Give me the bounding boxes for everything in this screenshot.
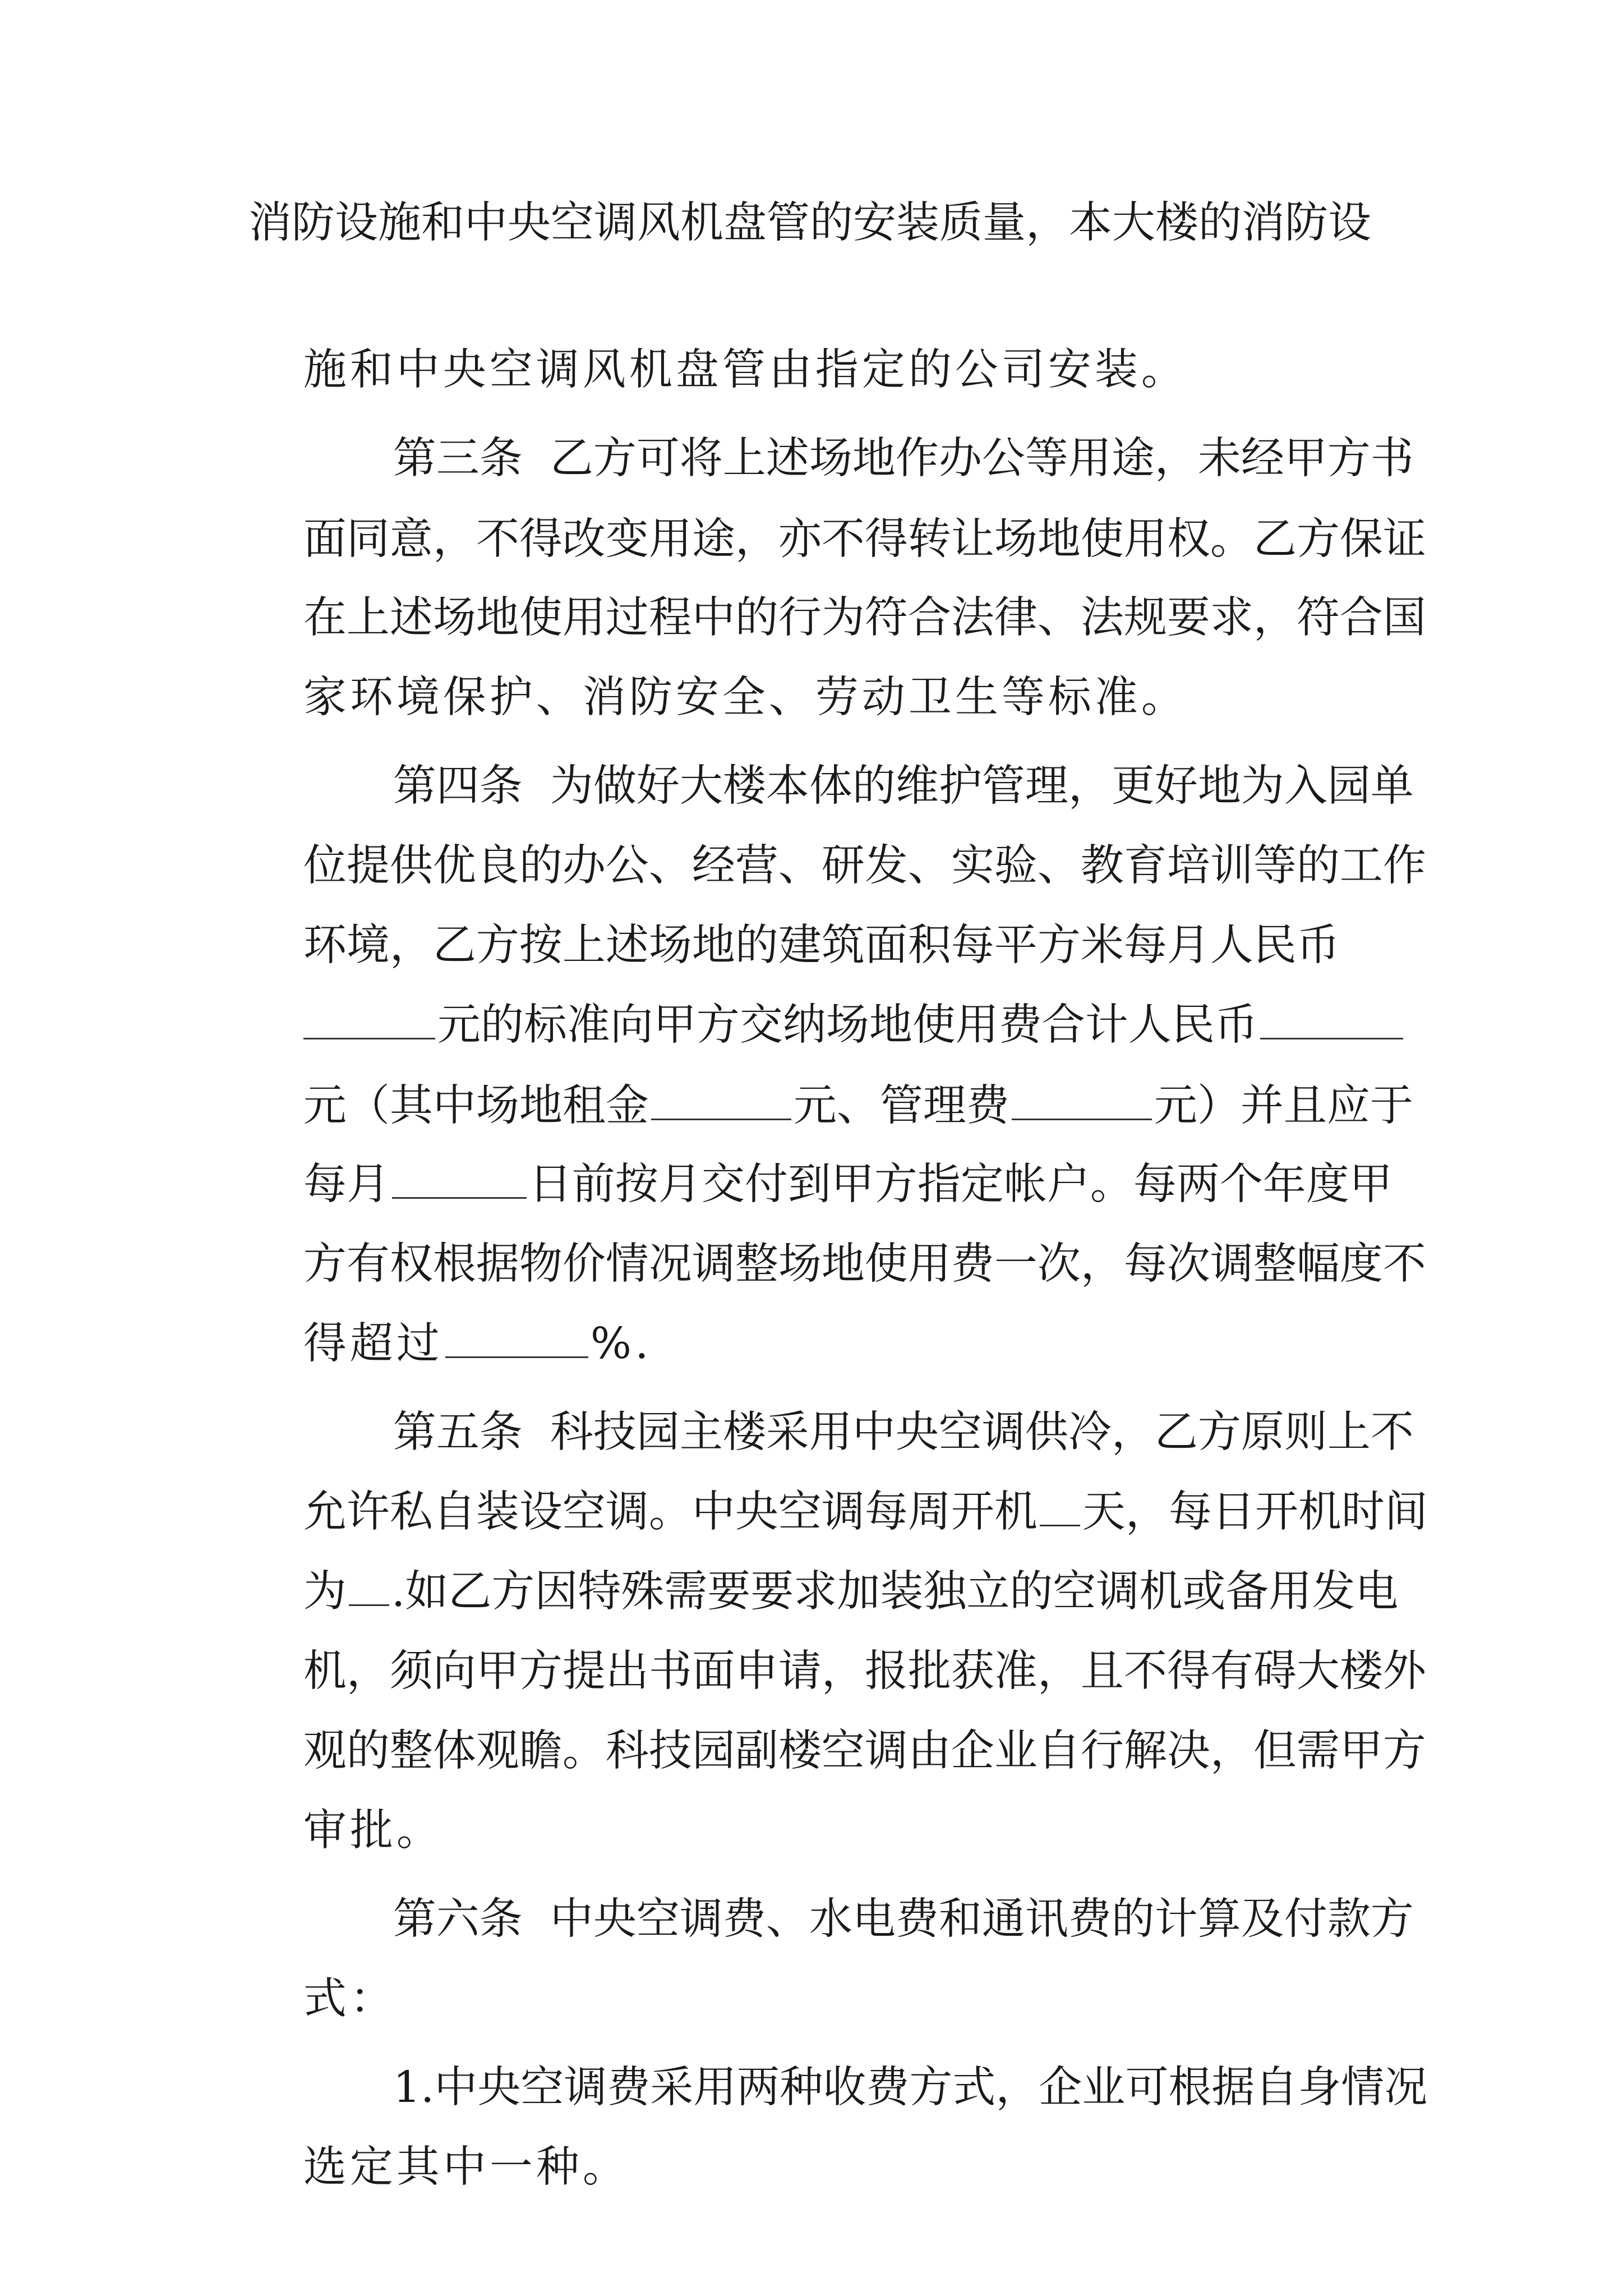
line-text: 位提供优良的办公、经营、研发、实验、教育培训等的工作 <box>303 841 1426 891</box>
line-text: 允许私自装设空调。中央空调每周开机 <box>303 1487 1038 1537</box>
line-text: %. <box>590 1319 652 1369</box>
line-text: 机，须向甲方提出书面申请，报批获准，且不得有碍大楼外 <box>303 1646 1426 1696</box>
paragraph-line-with-blanks <box>248 1491 1399 1617</box>
line-text: 元、管理费 <box>793 1081 1009 1131</box>
paragraph-line-with-blanks <box>248 1084 1393 1209</box>
line-text: 第五条 科技园主楼采用中央空调供冷，乙方原则上不 <box>393 1407 1414 1457</box>
article-5-heading-line <box>338 1332 1414 1457</box>
line-text: 方有权根据物价情况调整场地使用费一次，每次调整幅度不 <box>303 1239 1426 1289</box>
line-text: 得超过 <box>303 1319 443 1369</box>
paragraph-line-with-blanks <box>248 1005 1413 1131</box>
article-3-heading-line <box>338 358 1414 484</box>
line-text: 式： <box>303 1974 396 2024</box>
paragraph-line <box>248 439 1426 564</box>
line-text: 在上述场地使用过程中的行为符合法律、法规要求，符合国 <box>303 593 1426 643</box>
line-text: 第三条 乙方可将上述场地作办公等用途，未经甲方书 <box>393 434 1414 484</box>
paragraph-line-with-blanks <box>248 924 1381 1050</box>
line-text: .如乙方因特殊需要要求加装独立的空调机或备用发电 <box>391 1567 1399 1617</box>
paragraph-line <box>248 2067 1381 2192</box>
article-6-heading-line <box>338 1819 1414 1944</box>
paragraph-line <box>248 517 1426 643</box>
line-text: 第六条 中央空调费、水电费和通讯费的计算及付款方 <box>393 1894 1414 1944</box>
paragraph-line <box>248 845 1381 970</box>
line-text: 选定其中一种。 <box>303 2142 629 2192</box>
article-4-heading-line <box>338 685 1414 811</box>
paragraph-line <box>248 1571 1426 1696</box>
line-text: 1.中央空调费采用两种收费方式，企业可根据自身情况 <box>393 2063 1428 2113</box>
paragraph-line <box>248 269 1381 395</box>
line-text: 元）并且应于 <box>1154 1081 1413 1131</box>
paragraph-line-with-blanks <box>248 1411 1428 1537</box>
line-text: 消防设施和中央空调风机盘管的安装质量，本大楼的消防设 <box>248 198 1371 248</box>
paragraph-line <box>248 1730 1381 1856</box>
line-text: 审批。 <box>303 1806 443 1856</box>
line-text: 面同意，不得改变用途，亦不得转让场地使用权。乙方保证 <box>303 514 1426 564</box>
line-text: 家环境保护、消防安全、劳动卫生等标准。 <box>303 673 1188 723</box>
line-text: 为 <box>303 1567 347 1617</box>
paragraph-line <box>248 1650 1426 1776</box>
line-text: 环境，乙方按上述场地的建筑面积每平方米每月人民币 <box>303 921 1340 970</box>
list-item-line <box>338 1987 1428 2113</box>
line-text: 第四条 为做好大楼本体的维护管理，更好地为入园单 <box>393 761 1414 811</box>
line-text: 观的整体观瞻。科技园副楼空调由企业自行解决，但需甲方 <box>303 1726 1426 1776</box>
paragraph-line <box>248 765 1426 891</box>
paragraph-line <box>248 1898 1381 2024</box>
line-text: 元的标准向甲方交纳场地使用费合计人民币 <box>437 1000 1258 1050</box>
line-text: 日前按月交付到甲方指定帐户。每两个年度甲 <box>528 1159 1393 1209</box>
line-text: 天，每日开机时间 <box>1082 1487 1428 1537</box>
line-text: 元（其中场地租金 <box>303 1081 649 1131</box>
paragraph-line <box>248 1163 1426 1289</box>
paragraph-line-with-blanks <box>248 1243 1381 1369</box>
paragraph-line <box>248 190 1381 257</box>
paragraph-line <box>248 597 1381 723</box>
line-text: 每月 <box>303 1159 390 1209</box>
line-text: 施和中央空调风机盘管由指定的公司安装。 <box>303 345 1188 395</box>
